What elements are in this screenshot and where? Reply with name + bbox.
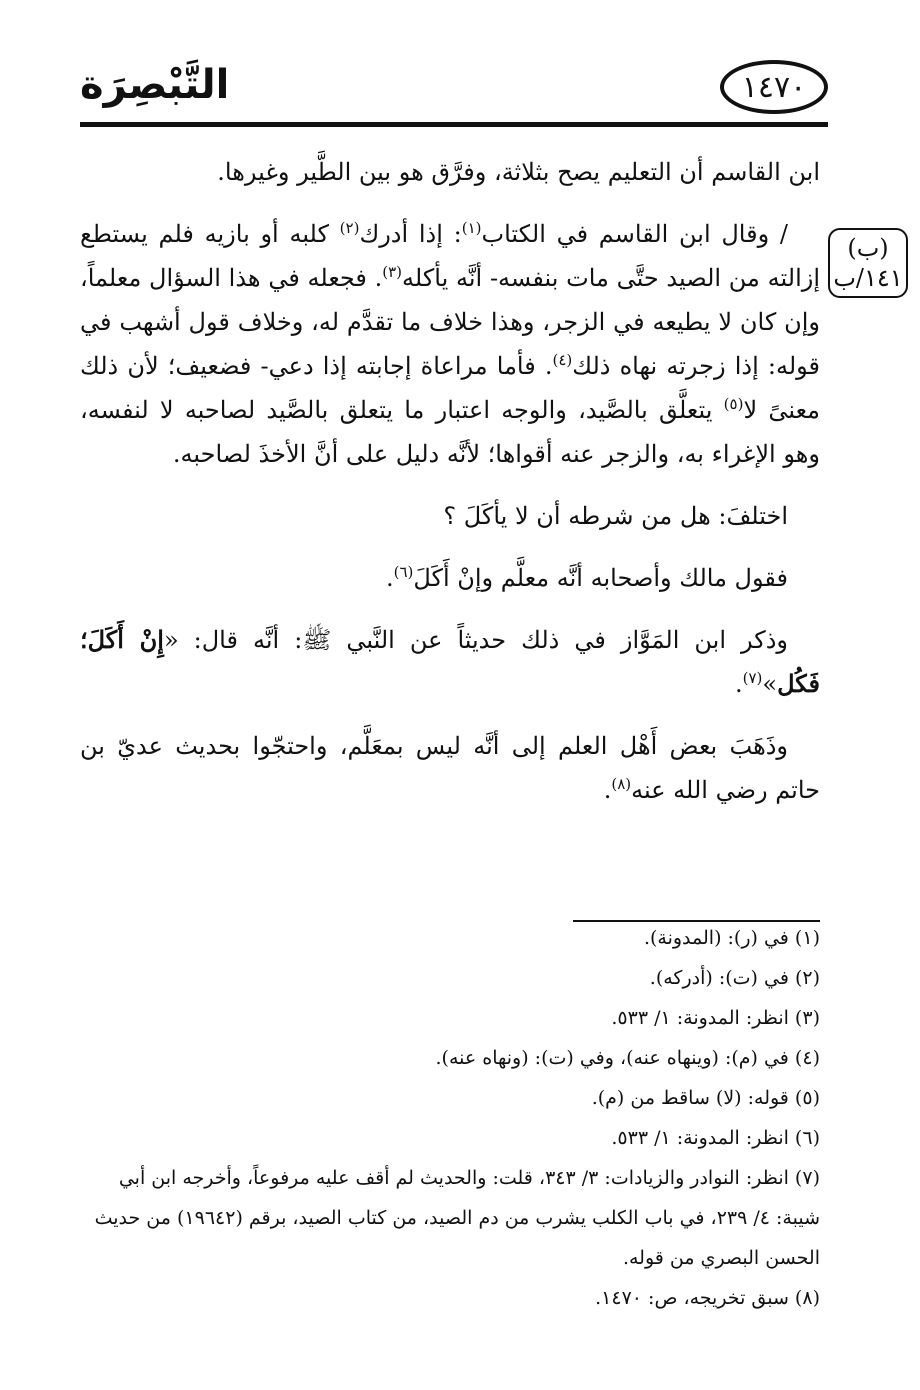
footnote-ref-7: (٧) [742,669,763,687]
margin-ref-line1: (ب) [847,234,889,262]
footnote-ref-6: (٦) [393,563,414,581]
footnote-2: (٢) في (ت): (أدركه). [649,967,820,989]
paragraph-5: وذكر ابن المَوَّاز في ذلك حديثاً عن النَّبي ﷺ: أنَّه قال: «إِنْ أَكَلَ؛ فَكُل»$^{(٧)}$. [80,625,820,698]
page-number: ١٤٧٠ [720,60,828,114]
paragraph-2: / وقال ابن القاسم في الكتاب$^{(١)}$: إذا أدرك$^{(٢)}$ كلبه أو بازيه فلم يستطع إزالته من الصيد حتَّى مات بنفسه- أنَّه يأكله$^{(٣)}$. فجعله في هذا السؤال معلماً، وإن كان لا يطيعه في الزجر، وهذا خلاف ما تقدَّم له، وخلاف قول أشهب في قوله: إذا زجرته نهاه ذلك$^{(٤)}$. فأما مراعاة إجابته إذا دعي- فضعيف؛ لأن ذلك معنىً لا$^{(٥)}$ يتعلَّق بالصَّيد، والوجه اعتبار ما يتعلق بالصَّيد لصاحبه لا لنفسه، وهو الإغراء به، والزجر عنه أقواها؛ لأنَّه دليل على أنَّ الأخذَ لصاحبه. [80,219,821,468]
page-header [80,58,828,128]
footnote-5: (٥) قوله: (لا) ساقط من (م). [591,1087,820,1109]
book-title: التَّبْصِرَة [80,62,230,108]
footnote-ref-2: (٢) [339,219,360,237]
footnote-ref-1: (١) [461,219,482,237]
paragraph-6: وذَهَبَ بعض أَهْل العلم إلى أنَّه ليس بمعَلَّم، واحتجّوا بحديث عديّ بن حاتم رضي الله عنه$^{(٨)}$. [80,732,820,804]
paragraph-4: فقول مالك وأصحابه أنَّه معلَّم وإنْ أَكَلَ$^{(٦)}$. [385,563,788,592]
paragraph-1: ابن القاسم أن التعليم يصح بثلاثة، وفرَّق هو بين الطَّير وغيرها. [217,158,820,186]
footnote-ref-8: (٨) [611,775,632,793]
footnotes [70,918,820,1318]
main-text [80,150,820,812]
manuscript-margin-reference [828,228,908,298]
footnote-ref-3: (٣) [382,263,403,281]
footnote-4: (٤) في (م): (وينهاه عنه)، وفي (ت): (ونهاه عنه). [435,1047,820,1069]
footnote-7: (٧) انظر: النوادر والزيادات: ٣/ ٣٤٣، قلت: والحديث لم أقف عليه مرفوعاً، وأخرجه ابن أبي شيبة: ٤/ ٢٣٩، في باب الكلب يشرب من دم الصيد، من كتاب الصيد، برقم (١٩٦٤٢) من حديث الحسن البصري من قوله. [94,1167,820,1269]
footnote-8: (٨) سبق تخريجه، ص: ١٤٧٠. [595,1287,820,1309]
footnote-6: (٦) انظر: المدونة: ١/ ٥٣٣. [611,1127,820,1149]
paragraph-3: اختلفَ: هل من شرطه أن لا يأكَلَ ؟ [443,502,788,530]
hadith-quote: إِنْ أَكَلَ؛ فَكُل [80,625,820,698]
footnote-3: (٣) انظر: المدونة: ١/ ٥٣٣. [611,1007,820,1029]
margin-ref-line2: ١٤١/ب [833,264,903,292]
header-rule [80,122,828,127]
footnote-ref-4: (٤) [552,351,573,369]
footnote-ref-5: (٥) [723,395,744,413]
footnote-1: (١) في (ر): (المدونة). [643,927,820,949]
